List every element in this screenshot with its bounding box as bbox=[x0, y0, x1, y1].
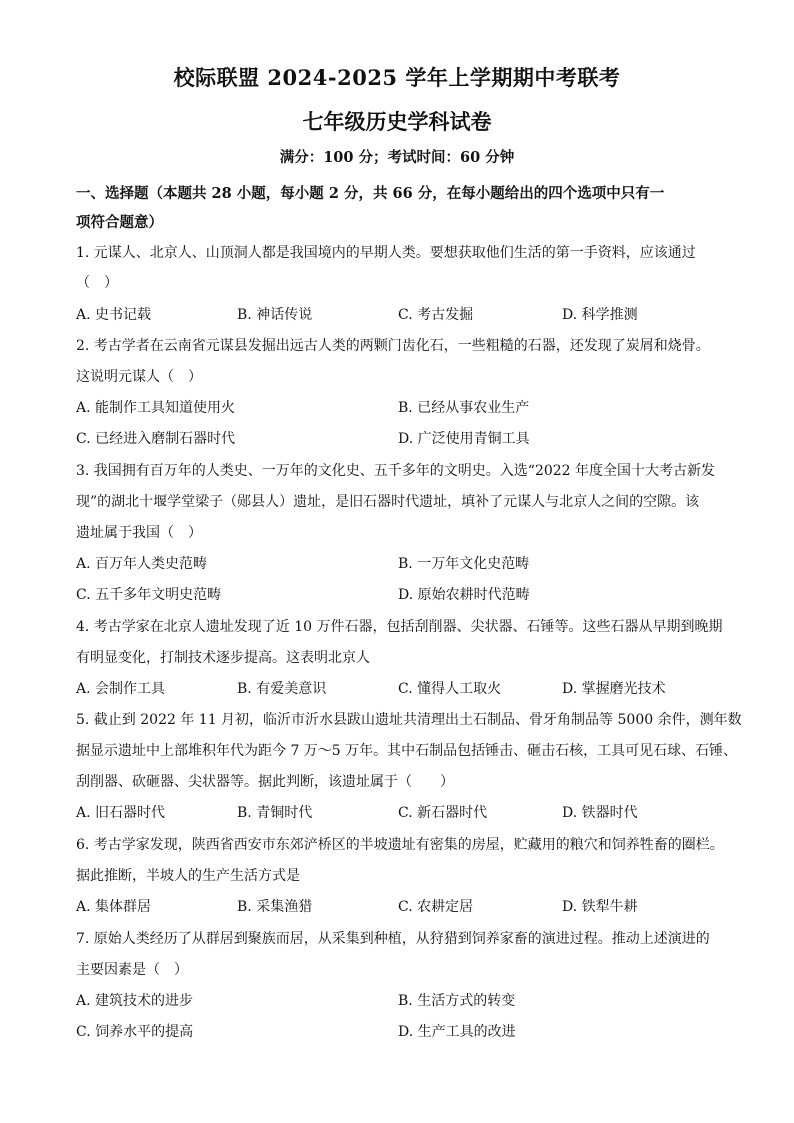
question-7-text: 7. 原始人类经历了从群居到聚族而居，从采集到种植，从狩猎到饲养家畜的演进过程。推动上述演进的 bbox=[76, 931, 710, 947]
question-7-option-a: A. 建筑技术的进步 bbox=[76, 993, 194, 1009]
question-3-text: 遗址属于我国（ ） bbox=[76, 525, 202, 541]
question-5-text: 据显示遗址中上部堆积年代为距今 7 万～5 万年。其中石制品包括锤击、砸击石核，工具可见石球、石锤、 bbox=[76, 743, 738, 759]
question-4-text: 4. 考古学家在北京人遗址发现了近 10 万件石器，包括刮削器、尖状器、石锤等。这些石器从早期到晚期 bbox=[76, 619, 723, 635]
question-2-text: 2. 考古学者在云南省元谋县发掘出远古人类的两颗门齿化石，一些粗糙的石器，还发现了炭屑和烧骨。 bbox=[76, 338, 710, 354]
question-3-option-d: D. 原始农耕时代范畴 bbox=[398, 587, 530, 603]
question-6-option-b: B. 采集渔猎 bbox=[237, 899, 313, 915]
exam-subject: 七年级历史学科试卷 bbox=[302, 109, 492, 134]
question-1-option-b: B. 神话传说 bbox=[237, 307, 313, 323]
question-4-option-b: B. 有爱美意识 bbox=[237, 681, 327, 697]
question-2-option-c: C. 已经进入磨制石器时代 bbox=[76, 431, 236, 447]
question-2-option-b: B. 已经从事农业生产 bbox=[398, 400, 530, 416]
question-5-text: 5. 截止到 2022 年 11 月初，临沂市沂水县跋山遗址共清理出土石制品、骨牙角制品等 5000 余件，测年数 bbox=[76, 712, 742, 728]
question-1-option-c: C. 考古发掘 bbox=[398, 307, 474, 323]
question-2-text: 这说明元谋人（ ） bbox=[76, 369, 202, 385]
question-3-text: 现”的湖北十堰学堂梁子（郧县人）遗址，是旧石器时代遗址，填补了元谋人与北京人之间的空隙。该 bbox=[76, 494, 700, 510]
question-6-option-d: D. 铁犁牛耕 bbox=[562, 899, 638, 915]
question-6-option-c: C. 农耕定居 bbox=[398, 899, 474, 915]
question-5-option-d: D. 铁器时代 bbox=[562, 805, 638, 821]
question-4-option-c: C. 懂得人工取火 bbox=[398, 681, 502, 697]
question-3-text: 3. 我国拥有百万年的人类史、一万年的文化史、五千多年的文明史。入选“2022 年度全国十大考古新发 bbox=[76, 463, 716, 479]
question-7-option-c: C. 饲养水平的提高 bbox=[76, 1024, 194, 1040]
question-5-option-c: C. 新石器时代 bbox=[398, 805, 488, 821]
question-1-text: 1. 元谋人、北京人、山顶洞人都是我国境内的早期人类。要想获取他们生活的第一手资料，应该通过 bbox=[76, 245, 696, 261]
question-3-option-a: A. 百万年人类史范畴 bbox=[76, 556, 208, 572]
question-7-option-d: D. 生产工具的改进 bbox=[398, 1024, 516, 1040]
question-1-text: （ ） bbox=[76, 275, 118, 291]
question-1-option-d: D. 科学推测 bbox=[562, 307, 638, 323]
question-3-option-c: C. 五千多年文明史范畴 bbox=[76, 587, 222, 603]
question-5-option-a: A. 旧石器时代 bbox=[76, 805, 166, 821]
question-6-text: 6. 考古学家发现，陕西省西安市东郊浐桥区的半坡遗址有密集的房屋，贮藏用的粮穴和饲养牲畜的圈栏。 bbox=[76, 837, 724, 853]
question-7-option-b: B. 生活方式的转变 bbox=[398, 993, 516, 1009]
question-7-text: 主要因素是（ ） bbox=[76, 962, 188, 978]
question-5-option-b: B. 青铜时代 bbox=[237, 805, 313, 821]
exam-title: 校际联盟 2024-2025 学年上学期期中考联考 bbox=[173, 65, 621, 90]
question-6-option-a: A. 集体群居 bbox=[76, 899, 152, 915]
question-4-option-d: D. 掌握磨光技术 bbox=[562, 681, 666, 697]
question-4-option-a: A. 会制作工具 bbox=[76, 681, 166, 697]
question-3-option-b: B. 一万年文化史范畴 bbox=[398, 556, 530, 572]
question-1-option-a: A. 史书记载 bbox=[76, 307, 152, 323]
question-2-option-d: D. 广泛使用青铜工具 bbox=[398, 431, 530, 447]
section-heading-line-1: 一、选择题（本题共 28 小题，每小题 2 分，共 66 分，在每小题给出的四个选项中只有一 bbox=[76, 185, 665, 202]
exam-info: 满分：100 分；考试时间：60 分钟 bbox=[279, 149, 515, 166]
question-5-text: 刮削器、砍砸器、尖状器等。据此判断，该遗址属于（ ） bbox=[76, 774, 454, 790]
question-4-text: 有明显变化，打制技术逐步提高。这表明北京人 bbox=[76, 650, 370, 666]
section-heading-line-2: 项符合题意） bbox=[76, 214, 163, 231]
question-6-text: 据此推断，半坡人的生产生活方式是 bbox=[76, 868, 300, 884]
question-2-option-a: A. 能制作工具知道使用火 bbox=[76, 400, 236, 416]
